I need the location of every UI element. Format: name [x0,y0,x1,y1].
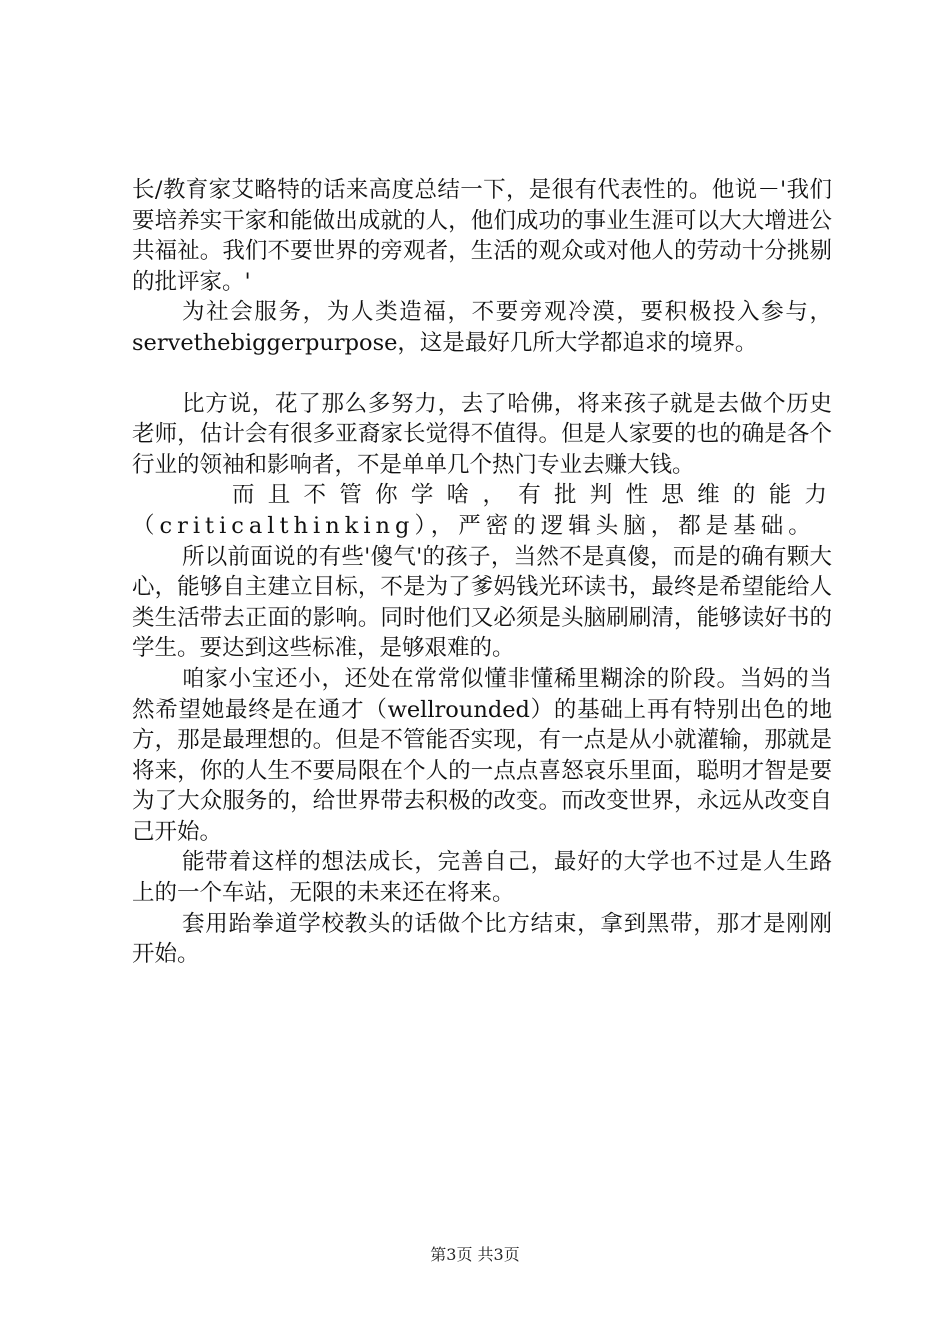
paragraph-2: 为社会服务，为人类造福，不要旁观冷漠，要积极投入参与，servethebiggerpurpose，这是最好几所大学都追求的境界。 [132,299,832,356]
paragraph-1: 长/教育家艾略特的话来高度总结一下，是很有代表性的。他说－'我们要培养实干家和能做出成就的人，他们成功的事业生涯可以大大增进公共福祉。我们不要世界的旁观者，生活的观众或对他人的劳动十分挑剔的批评家。' [132,177,832,295]
paragraph-3: 比方说，花了那么多努力，去了哈佛，将来孩子就是去做个历史老师，估计会有很多亚裔家长觉得不值得。但是人家要的也的确是各个行业的领袖和影响者，不是单单几个热门专业去赚大钱。 [132,390,832,478]
paragraph-4: 而且不管你学啥，有批判性思维的能力（criticalthinking），严密的逻辑头脑，都是基础。 [132,482,832,539]
document-body [132,175,832,970]
page-footer: 第3页 共3页 [430,1245,520,1264]
paragraph-5: 所以前面说的有些'傻气'的孩子，当然不是真傻，而是的确有颗大心，能够自主建立目标，不是为了爹妈钱光环读书，最终是希望能给人类生活带去正面的影响。同时他们又必须是头脑刷刷清，能够读好书的学生。要达到这些标准，是够艰难的。 [132,543,832,662]
paragraph-7: 能带着这样的想法成长，完善自己，最好的大学也不过是人生路上的一个车站，无限的未来还在将来。 [132,849,832,907]
paragraph-6: 咱家小宝还小，还处在常常似懂非懂稀里糊涂的阶段。当妈的当然希望她最终是在通才（wellrounded）的基础上再有特别出色的地方，那是最理想的。但是不管能否实现，有一点是从小就灌输，那就是将来，你的人生不要局限在个人的一点点喜怒哀乐里面，聪明才智是要为了大众服务的，给世界带去积极的改变。而改变世界，永远从改变自己开始。 [132,665,832,845]
paragraph-8: 套用跆拳道学校教头的话做个比方结束，拿到黑带，那才是刚刚开始。 [132,910,832,968]
paragraph-gap [132,359,832,389]
